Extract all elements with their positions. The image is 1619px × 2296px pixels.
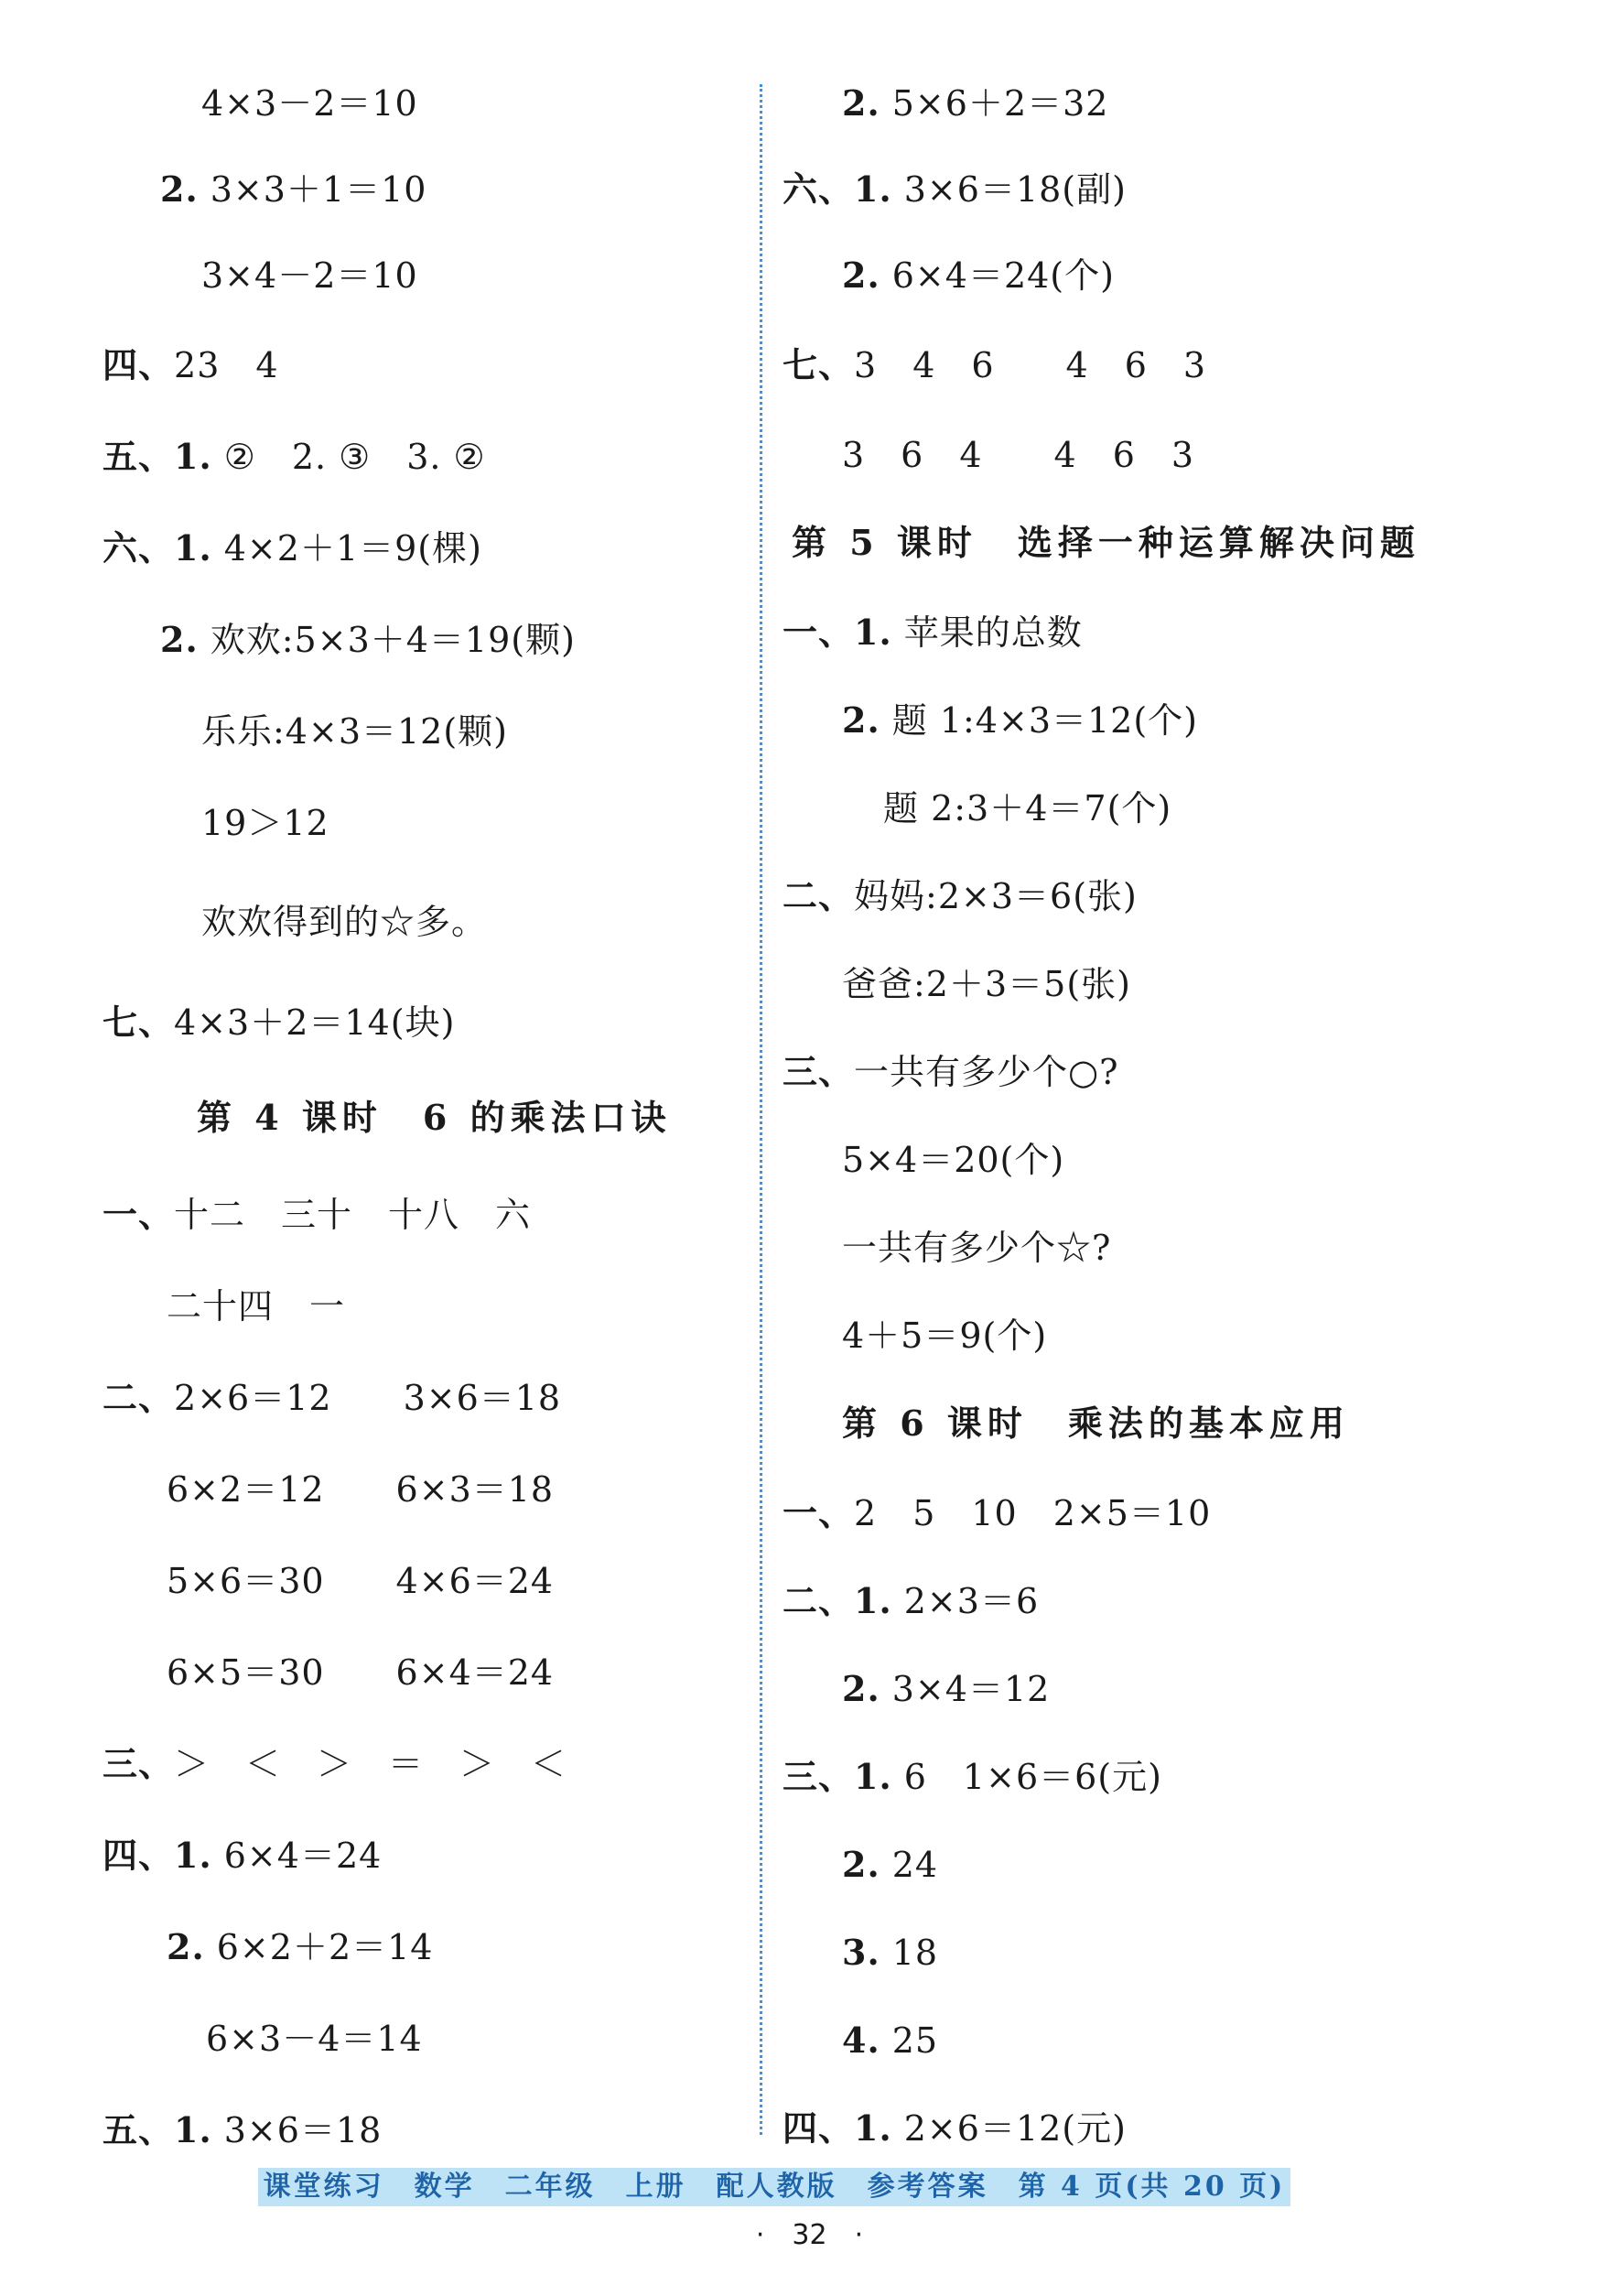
page-number: · 32 ·	[755, 2219, 864, 2251]
answer-line: 2. 3×3＋1＝10	[160, 168, 427, 210]
answer-line: 一、十二 三十 十八 六	[103, 1194, 532, 1235]
answer-line: 七、4×3＋2＝14(块)	[103, 1002, 456, 1043]
answer-line: 3 6 4 4 6 3	[842, 435, 1195, 475]
answer-line: 2. 6×2＋2＝14	[167, 1926, 434, 1967]
answer-line: 2. 欢欢:5×3＋4＝19(颗)	[160, 619, 576, 660]
answer-line: 二、1. 2×3＝6	[783, 1580, 1040, 1621]
answer-line: 五、1. 3×6＝18	[103, 2109, 383, 2150]
answer-line: 三、＞ ＜ ＞ ＝ ＞ ＜	[103, 1743, 567, 1784]
answer-line: 四、1. 2×6＝12(元)	[783, 2107, 1127, 2149]
answer-line: 5×6＝30 4×6＝24	[167, 1561, 555, 1601]
answer-line: 2. 6×4＝24(个)	[842, 255, 1115, 296]
answer-line: 六、1. 3×6＝18(副)	[783, 168, 1127, 210]
answer-line: 3. 18	[842, 1932, 939, 1973]
answer-line: 一共有多少个☆?	[842, 1228, 1112, 1268]
answer-line: 19＞12	[201, 803, 329, 843]
answer-line: 三、一共有多少个○?	[783, 1051, 1119, 1092]
answer-line: 2. 题 1:4×3＝12(个)	[842, 699, 1199, 741]
answer-line: 5×4＝20(个)	[842, 1140, 1065, 1180]
section-heading: 第 5 课时 选择一种运算解决问题	[792, 522, 1420, 563]
footer-text: 课堂练习 数学 二年级 上册 配人教版 参考答案 第 4 页(共 20 页)	[263, 2171, 1286, 2203]
answer-line: 二、妈妈:2×3＝6(张)	[783, 875, 1138, 916]
answer-line: 题 2:3＋4＝7(个)	[883, 788, 1172, 829]
answer-line: 三、1. 6 1×6＝6(元)	[783, 1756, 1162, 1797]
answer-line: 二、2×6＝12 3×6＝18	[103, 1377, 562, 1418]
section-heading: 第 6 课时 乘法的基本应用	[842, 1403, 1350, 1444]
section-heading: 第 4 课时 6 的乘法口诀	[197, 1097, 672, 1138]
answer-line: 4＋5＝9(个)	[842, 1316, 1048, 1356]
answer-line: 四、23 4	[103, 344, 279, 385]
answer-line: 3×4－2＝10	[201, 255, 418, 296]
answer-line: 6×5＝30 6×4＝24	[167, 1652, 555, 1693]
answer-line: 欢欢得到的☆多。	[201, 902, 488, 942]
answer-line: 六、1. 4×2＋1＝9(棵)	[103, 527, 482, 569]
answer-line: 乐乐:4×3＝12(颗)	[201, 711, 509, 752]
answer-line: 4×3－2＝10	[201, 83, 418, 124]
footer-band	[258, 2168, 1290, 2206]
answer-line: 四、1. 6×4＝24	[103, 1835, 383, 1876]
column-divider	[760, 84, 762, 2135]
answer-line: 一、2 5 10 2×5＝10	[783, 1492, 1212, 1533]
answer-line: 2. 24	[842, 1844, 939, 1885]
answer-line: 爸爸:2＋3＝5(张)	[842, 964, 1131, 1004]
answer-line: 2. 5×6＋2＝32	[842, 82, 1109, 124]
answer-line: 五、1. ② 2. ③ 3. ②	[103, 436, 486, 477]
answer-line: 二十四 一	[167, 1286, 346, 1327]
answer-line: 6×2＝12 6×3＝18	[167, 1469, 555, 1510]
answer-line: 七、3 4 6 4 6 3	[783, 344, 1207, 385]
answer-line: 4. 25	[842, 2020, 939, 2061]
answer-line: 一、1. 苹果的总数	[783, 612, 1083, 653]
answer-line: 6×3－4＝14	[206, 2019, 423, 2059]
answer-line: 2. 3×4＝12	[842, 1668, 1051, 1709]
